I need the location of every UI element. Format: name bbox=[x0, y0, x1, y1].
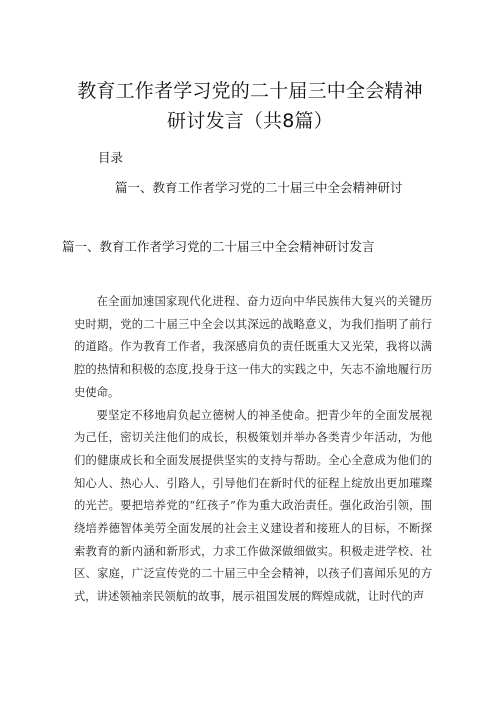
document-title-line-1: 教育工作者学习党的二十届三中全会精神 bbox=[77, 80, 423, 102]
body-text bbox=[74, 291, 432, 609]
body-paragraph-2: 要坚定不移地肩负起立德树人的神圣使命。把青少年的全面发展视为己任，密切关注他们的成长，积极策划并举办各类青少年活动，为他们的健康成长和全面发展提供坚实的支持与帮助。全心全意成为他们的知心人、热心人、引路人，引导他们在新时代的征程上绽放出更加璀璨的光芒。要把培养党的“红孩子”作为重大政治责任。强化政治引领，围绕培养德智体美劳全面发展的社会主义建设者和接班人的目标，不断探索教育的新内涵和新形式，力求工作做深做细做实。积极走进学校、社区、家庭，广泛宣传党的二十届三中全会精神，以孩子们喜闻乐见的方式，讲述领袖亲民领航的故事，展示祖国发展的辉煌成就，让时代的声 bbox=[74, 408, 432, 604]
section-heading: 篇一、教育工作者学习党的二十届三中全会精神研讨发言 bbox=[62, 239, 375, 254]
document-title bbox=[60, 76, 440, 136]
document-title-line-2: 研讨发言（共8篇） bbox=[167, 110, 333, 132]
body-paragraph-1: 在全面加速国家现代化进程、奋力迈向中华民族伟大复兴的关键历史时期，党的二十届三中全会以其深远的战略意义，为我们指明了前行的道路。作为教育工作者，我深感肩负的责任既重大又光荣，我将以满腔的热情和积极的态度,投身于这一伟大的实践之中，矢志不渝地履行历史使命。 bbox=[74, 295, 432, 399]
toc-heading: 目录 bbox=[98, 150, 124, 165]
toc-entry-1[interactable]: 篇一、教育工作者学习党的二十届三中全会精神研讨 bbox=[115, 180, 403, 195]
